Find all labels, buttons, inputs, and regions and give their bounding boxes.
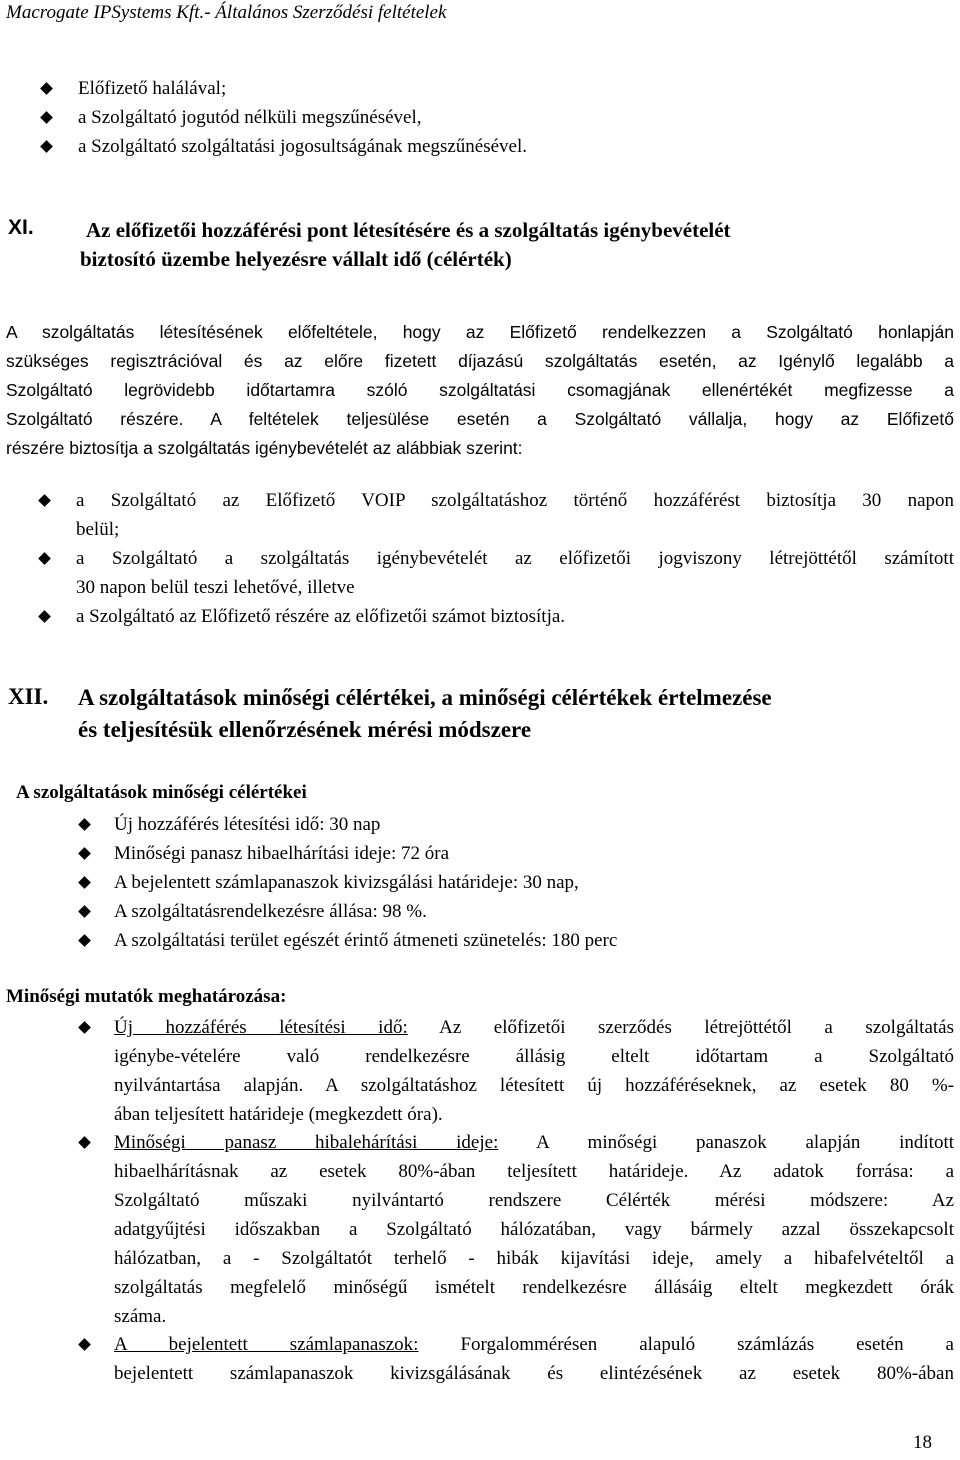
list-item-text: Új hozzáférés létesítési idő: 30 nap — [114, 814, 381, 835]
list-item-text: a Szolgáltató szolgáltatási jogosultságának megszűnésével. — [78, 136, 528, 157]
indicator-line: nyilvántartása alapján. A szolgáltatáshoz létesített új hozzáféréseknek, az esetek 80 %- — [114, 1075, 954, 1096]
paragraph-line: szükséges regisztrációval és az előre fizetett díjazású szolgáltatás esetén, az Igénylő legalább a — [6, 351, 954, 371]
section-title-line: biztosító üzembe helyezésre vállalt idő (célérték) — [80, 247, 512, 271]
indicator-first-line — [114, 1330, 954, 1359]
indicator-first-line — [114, 1013, 954, 1042]
indicator-first-line — [114, 1128, 954, 1157]
diamond-bullet-icon — [40, 82, 53, 95]
indicator-line: bejelentett számlapanaszok kivizsgálásának és elintézésének az esetek 80%-ában — [114, 1363, 954, 1384]
list-item-text: a Szolgáltató az Előfizető részére az előfizetői számot biztosítja. — [76, 606, 566, 627]
list-item-text: A szolgáltatási terület egészét érintő átmeneti szünetelés: 180 perc — [114, 930, 618, 951]
list-item-text: A bejelentett számlapanaszok kivizsgálási határideje: 30 nap, — [114, 872, 579, 893]
indicator-term: Új hozzáférés létesítési idő: — [114, 1017, 408, 1038]
diamond-bullet-icon — [40, 111, 53, 124]
diamond-bullet-icon — [78, 1136, 91, 1149]
paragraph-line: részére biztosítja a szolgáltatás igénybevételét az alábbiak szerint: — [6, 438, 523, 458]
indicator-text: Az előfizetői szerződés létrejöttétől a szolgáltatás — [407, 1017, 954, 1038]
document-header: Macrogate IPSystems Kft.- Általános Szerződési feltételek — [6, 2, 447, 23]
diamond-bullet-icon — [78, 818, 91, 831]
list-item-text: Előfizető halálával; — [78, 78, 227, 99]
indicator-text: A minőségi panaszok alapján indított — [498, 1132, 955, 1153]
paragraph-line: A szolgáltatás létesítésének előfeltétele, hogy az Előfizető rendelkezzen a Szolgáltató honlapján — [6, 322, 954, 342]
subsection-heading: A szolgáltatások minőségi célértékei — [16, 782, 307, 803]
indicator-text: Forgalommérésen alapuló számlázás esetén a — [418, 1334, 954, 1355]
indicator-line: hálózatban, a - Szolgáltatót terhelő - hibák kijavítási ideje, amely a hibafelvételtől a — [114, 1248, 954, 1269]
list-item — [40, 602, 954, 631]
paragraph-line: Szolgáltató legrövidebb időtartamra szóló szolgáltatási csomagjának ellenértékét megfizesse a — [6, 380, 954, 400]
section-title — [80, 216, 731, 274]
diamond-bullet-icon — [38, 610, 51, 623]
list-item-text: a Szolgáltató a szolgáltatás igénybevételét az előfizetői jogviszony létrejöttétől számított — [76, 548, 954, 569]
list-item-text: belül; — [76, 519, 120, 540]
diamond-bullet-icon — [78, 847, 91, 860]
diamond-bullet-icon — [40, 140, 53, 153]
diamond-bullet-icon — [78, 1338, 91, 1351]
indicator-term: A bejelentett számlapanaszok: — [114, 1334, 419, 1355]
list-item — [80, 1330, 954, 1388]
section-number: XII. — [8, 684, 49, 709]
indicator-term: Minőségi panasz hibalehárítási ideje: — [114, 1132, 499, 1153]
indicator-line: hibaelhárításnak az esetek 80%-ában teljesített határideje. Az adatok forrása: a — [114, 1161, 954, 1182]
list-item-text: Minőségi panasz hibaelhárítási ideje: 72 óra — [114, 843, 450, 864]
indicator-line: Szolgáltató műszaki nyilvántartó rendszere Célérték mérési módszere: Az — [114, 1190, 954, 1211]
indicator-line: száma. — [114, 1306, 167, 1327]
diamond-bullet-icon — [78, 1021, 91, 1034]
diamond-bullet-icon — [78, 934, 91, 947]
list-item — [40, 486, 954, 544]
list-item-text: A szolgáltatásrendelkezésre állása: 98 %. — [114, 901, 427, 922]
section-title-line: A szolgáltatások minőségi célértékei, a minőségi célértékek értelmezése — [78, 685, 772, 710]
diamond-bullet-icon — [38, 552, 51, 565]
indicator-line: szolgáltatás megfelelő minőségű ismételt rendelkezésre állásáig eltelt megkezdett órák — [114, 1277, 954, 1298]
indicator-line: adatgyűjtési időszakban a Szolgáltató hálózatában, vagy bármely azzal összekapcsolt — [114, 1219, 954, 1240]
section-title-line: és teljesítésük ellenőrzésének mérési módszere — [78, 717, 532, 742]
body-paragraph — [6, 318, 954, 463]
list-item — [40, 544, 954, 602]
diamond-bullet-icon — [78, 876, 91, 889]
section-number: XI. — [8, 216, 34, 239]
subsection-heading: Minőségi mutatók meghatározása: — [6, 986, 287, 1007]
section-title — [78, 682, 772, 746]
list-item-text: a Szolgáltató jogutód nélküli megszűnésével, — [78, 107, 422, 128]
diamond-bullet-icon — [78, 905, 91, 918]
indicator-line: ában teljesített határideje (megkezdett óra). — [114, 1104, 443, 1125]
paragraph-line: Szolgáltató részére. A feltételek teljesülése esetén a Szolgáltató vállalja, hogy az Előfizető — [6, 409, 954, 429]
section-title-line: Az előfizetői hozzáférési pont létesítésére és a szolgáltatás igénybevételét — [86, 218, 731, 242]
list-item — [80, 1013, 954, 1129]
indicator-line: igénybe-vételére való rendelkezésre állásig eltelt időtartam a Szolgáltató — [114, 1046, 954, 1067]
diamond-bullet-icon — [38, 494, 51, 507]
list-item-text: 30 napon belül teszi lehetővé, illetve — [76, 577, 355, 598]
page-number: 18 — [913, 1432, 932, 1453]
list-item — [80, 1128, 954, 1331]
list-item-text: a Szolgáltató az Előfizető VOIP szolgáltatáshoz történő hozzáférést biztosítja 30 napon — [76, 490, 954, 511]
